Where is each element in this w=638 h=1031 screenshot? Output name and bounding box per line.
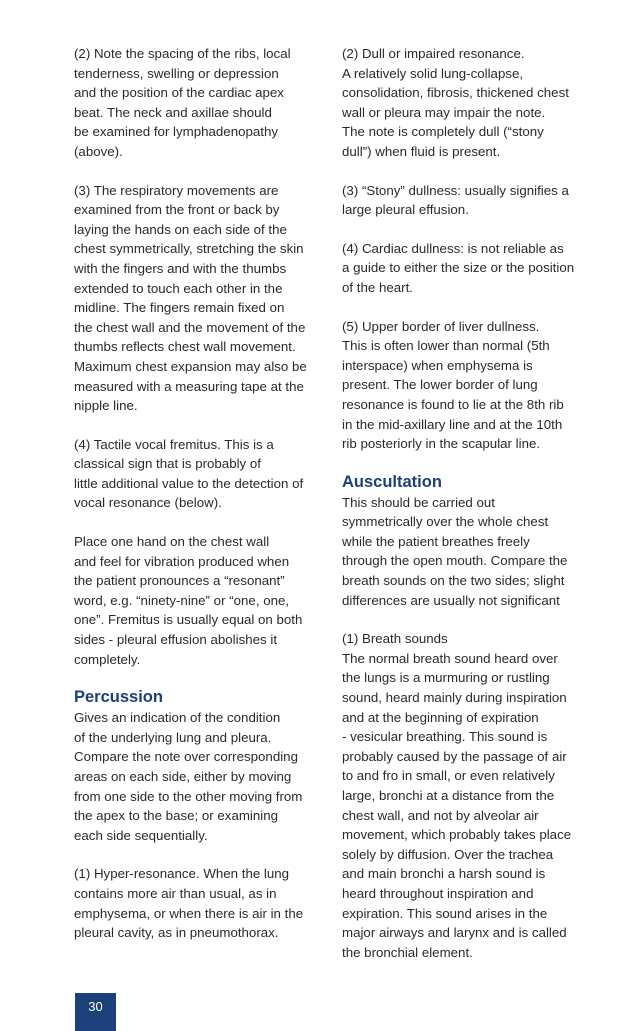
paragraph	[342, 629, 592, 962]
text-line: breath sounds on the two sides; slight	[342, 573, 565, 589]
paragraph	[74, 864, 324, 942]
paragraph	[74, 44, 324, 162]
text-line: The normal breath sound heard over	[342, 650, 558, 666]
text-line: contains more air than usual, as in	[74, 885, 277, 901]
text-line: the chest wall and the movement of the	[74, 319, 306, 335]
paragraph	[74, 181, 324, 416]
paragraph	[342, 181, 592, 220]
text-line: This should be carried out	[342, 494, 495, 510]
text-line: (4) Cardiac dullness: is not reliable as	[342, 240, 564, 256]
section-heading: Auscultation	[342, 472, 442, 491]
text-line: (2) Note the spacing of the ribs, local	[74, 46, 291, 61]
text-line: present. The lower border of lung	[342, 377, 538, 393]
text-line: Compare the note over corresponding	[74, 749, 298, 765]
text-line: consolidation, fibrosis, thickened chest	[342, 85, 569, 101]
text-line: dull”) when fluid is present.	[342, 143, 501, 159]
text-line: classical sign that is probably of	[74, 456, 261, 472]
paragraph	[342, 44, 592, 162]
text-line: be examined for lymphadenopathy	[74, 124, 279, 140]
text-line: examined from the front or back by	[74, 202, 280, 218]
text-line: areas on each side, either by moving	[74, 769, 292, 784]
text-line: completely.	[74, 651, 141, 667]
text-line: nipple line.	[74, 398, 138, 414]
text-line: (2) Dull or impaired resonance.	[342, 46, 525, 61]
text-line: laying the hands on each side of the	[74, 221, 287, 237]
text-line: with the fingers and with the thumbs	[74, 260, 287, 276]
text-line: beat. The neck and axillae should	[74, 104, 272, 120]
text-line: measured with a measuring tape at the	[74, 378, 304, 394]
text-line: and feel for vibration produced when	[74, 553, 290, 569]
text-line: - vesicular breathing. This sound is	[342, 729, 548, 745]
paragraph	[74, 532, 324, 669]
text-line: Maximum chest expansion may also be	[74, 358, 307, 374]
text-line: A relatively solid lung-collapse,	[342, 65, 524, 81]
paragraph	[74, 435, 324, 513]
text-line: in the mid-axillary line and at the 10th	[342, 416, 563, 432]
text-line: (1) Hyper-resonance. When the lung	[74, 866, 290, 882]
paragraph	[74, 708, 324, 845]
text-line: Place one hand on the chest wall	[74, 534, 270, 550]
text-line: chest symmetrically, stretching the skin	[74, 241, 304, 257]
paragraph	[342, 317, 592, 454]
text-line: (5) Upper border of liver dullness.	[342, 318, 540, 334]
text-line: probably caused by the passage of air	[342, 748, 567, 764]
text-line: extended to touch each other in the	[74, 280, 283, 296]
text-line: emphysema, or when there is air in the	[74, 905, 304, 921]
text-line: The note is completely dull (“stony	[342, 124, 544, 140]
text-line: sound, heard mainly during inspiration	[342, 690, 567, 706]
text-line: of the underlying lung and pleura.	[74, 729, 272, 745]
paragraph	[342, 239, 592, 298]
text-line: vocal resonance (below).	[74, 495, 222, 511]
text-line: expiration. This sound arises in the	[342, 905, 548, 921]
text-line: heard throughout inspiration and	[342, 885, 534, 901]
text-line: through the open mouth. Compare the	[342, 553, 568, 569]
text-line: wall or pleura may impair the note.	[342, 104, 546, 120]
text-line: rib posteriorly in the scapular line.	[342, 436, 541, 452]
paragraph	[342, 493, 592, 611]
text-line: from one side to the other moving from	[74, 788, 303, 804]
text-line: word, e.g. “ninety-nine” or “one, one,	[74, 592, 290, 608]
text-line: major airways and larynx and is called	[342, 925, 567, 941]
text-line: Gives an indication of the condition	[74, 710, 281, 726]
text-line: (4) Tactile vocal fremitus. This is a	[74, 436, 274, 452]
text-line: and at the beginning of expiration	[342, 709, 539, 725]
text-line: the apex to the base; or examining	[74, 808, 279, 824]
text-line: one”. Fremitus is usually equal on both	[74, 612, 303, 628]
text-line: tenderness, swelling or depression	[74, 65, 279, 81]
text-line: the bronchial element.	[342, 944, 473, 960]
text-line: thumbs reflects chest wall movement.	[74, 339, 296, 355]
page-number: 30	[88, 999, 103, 1014]
text-line: midline. The fingers remain fixed on	[74, 300, 285, 316]
text-line: resonance is found to lie at the 8th rib	[342, 396, 564, 412]
section-heading: Percussion	[74, 688, 163, 707]
text-line: interspace) when emphysema is	[342, 357, 533, 373]
page-number-badge	[75, 993, 116, 1031]
text-line: symmetrically over the whole chest	[342, 514, 549, 530]
text-line: chest wall, and not by alveolar air	[342, 807, 539, 823]
text-line: each side sequentially.	[74, 827, 208, 843]
text-line: of the heart.	[342, 279, 413, 295]
text-line: to and fro in small, or even relatively	[342, 768, 555, 784]
text-line: a guide to either the size or the position	[342, 260, 575, 276]
text-line: little additional value to the detection of	[74, 475, 304, 491]
text-line: (above).	[74, 143, 123, 159]
text-line: (1) Breath sounds	[342, 631, 448, 647]
text-line: large pleural effusion.	[342, 202, 469, 218]
text-line: sides - pleural effusion abolishes it	[74, 632, 278, 648]
text-line: movement, which probably takes place	[342, 827, 572, 843]
text-line: This is often lower than normal (5th	[342, 338, 550, 354]
text-line: the lungs is a murmuring or rustling	[342, 670, 550, 686]
text-line: and the position of the cardiac apex	[74, 85, 284, 101]
text-line: solely by diffusion. Over the trachea	[342, 846, 554, 862]
text-line: the patient pronounces a “resonant”	[74, 573, 285, 589]
left-column	[74, 44, 324, 962]
text-line: and main bronchi a harsh sound is	[342, 866, 546, 882]
text-line: large, bronchi at a distance from the	[342, 788, 555, 803]
text-line: (3) The respiratory movements are	[74, 182, 279, 198]
text-line: differences are usually not significant	[342, 592, 560, 608]
text-line: pleural cavity, as in pneumothorax.	[74, 925, 279, 941]
right-column	[342, 44, 592, 981]
text-line: while the patient breathes freely	[342, 533, 530, 549]
text-line: (3) “Stony” dullness: usually signifies a	[342, 182, 569, 198]
